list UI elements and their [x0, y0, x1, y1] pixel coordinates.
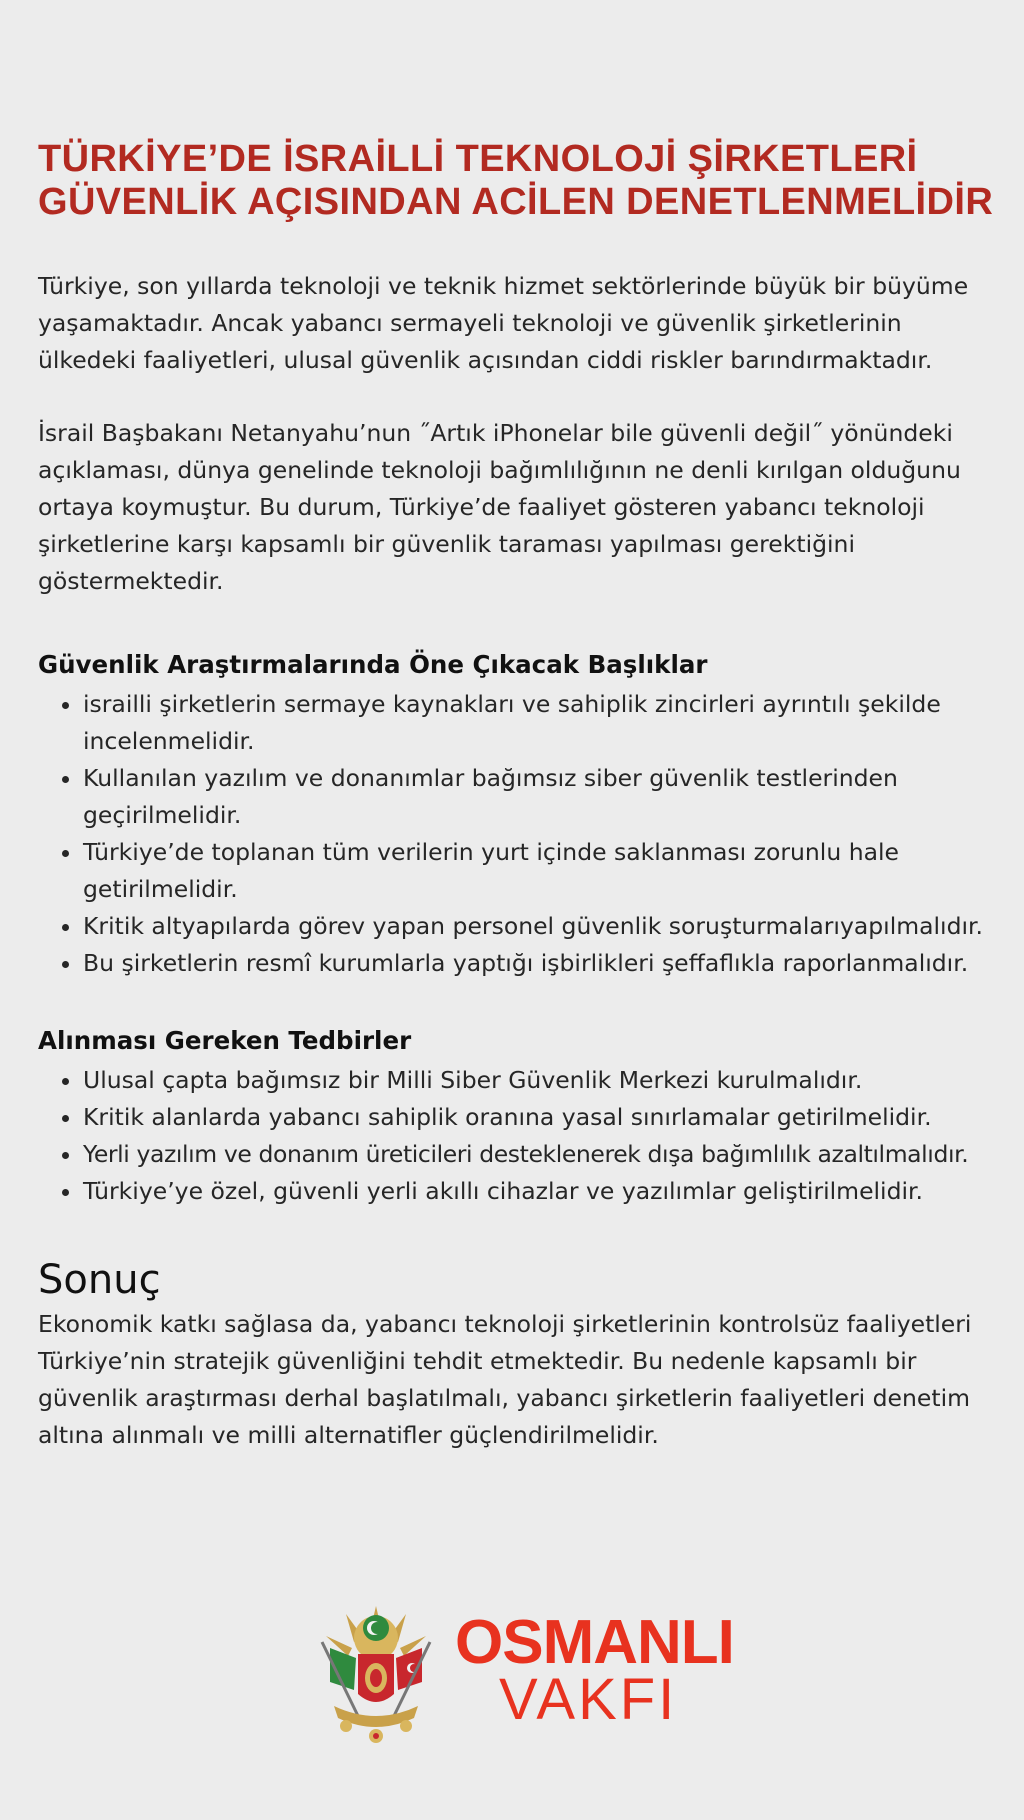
list-item: • Bu şirketlerin resmî kurumlarla yaptığı işbirlikleri şeffaflıkla raporlanmalıdır.: [83, 945, 988, 982]
osmanli-vakfi-logo: [316, 1602, 736, 1752]
list-item: • Ulusal çapta bağımsız bir Milli Siber Güvenlik Merkezi kurulmalıdır.: [83, 1062, 988, 1099]
intro-paragraph-1: Türkiye, son yıllarda teknoloji ve teknik hizmet sektörlerinde büyük bir büyüme yaşamaktadır. Ancak yabancı sermayeli teknoloji ve güvenlik şirketlerinin ülkedeki faaliyetleri, ulusal güvenlik açısından ciddi riskler barındırmaktadır.: [38, 272, 969, 374]
article: [38, 138, 994, 1454]
list-item: • Kullanılan yazılım ve donanımlar bağımsız siber güvenlik testlerinden geçirilmelidir.: [83, 760, 988, 834]
list-item: • israilli şirketlerin sermaye kaynakları ve sahiplik zincirleri ayrıntılı şekilde incelenmelidir.: [83, 686, 988, 760]
list-item: • Türkiye’de toplanan tüm verilerin yurt içinde saklanması zorunlu hale getirilmelidir.: [83, 834, 988, 908]
measures-list: [38, 1062, 988, 1210]
intro-paragraph-2: İsrail Başbakanı Netanyahu’nun ˝Artık iPhonelar bile güvenli değil˝ yönündeki açıklaması, dünya genelinde teknoloji bağımlılığının ne denli kırılgan olduğunu ortaya koymuştur. Bu durum, Türkiye’de faaliyet gösteren yabancı teknoloji şirketlerine karşı kapsamlı bir güvenlik taraması yapılması gerektiğini göstermektedir.: [38, 419, 961, 595]
list-item: • Yerli yazılım ve donanım üreticileri desteklenerek dışa bağımlılık azaltılmalıdır.: [83, 1136, 988, 1173]
list-item: • Kritik altyapılarda görev yapan personel güvenlik soruşturmalarıyapılmalıdır.: [83, 908, 988, 945]
list-item: • Kritik alanlarda yabancı sahiplik oranına yasal sınırlamalar getirilmelidir.: [83, 1099, 988, 1136]
page-title-line-1: TÜRKİYE’DE İSRAİLLİ TEKNOLOJİ ŞİRKETLERİ: [38, 138, 918, 180]
research-heading: Güvenlik Araştırmalarında Öne Çıkacak Başlıklar: [38, 650, 708, 679]
logo-text-osmanli: OSMANLI: [455, 1608, 734, 1677]
logo-text-vakfi: VAKFI: [499, 1667, 678, 1732]
ottoman-coat-of-arms-icon: [316, 1602, 436, 1747]
page-title: [38, 138, 994, 224]
page-title-line-2: GÜVENLİK AÇISINDAN ACİLEN DENETLENMELİDİR: [38, 181, 994, 223]
conclusion-heading: Sonuç: [38, 1257, 161, 1303]
measures-heading: Alınması Gereken Tedbirler: [38, 1026, 412, 1055]
research-list: [38, 686, 988, 982]
conclusion-paragraph: Ekonomik katkı sağlasa da, yabancı teknoloji şirketlerinin kontrolsüz faaliyetleri Türkiye’nin stratejik güvenliğini tehdit etmektedir. Bu nedenle kapsamlı bir güvenlik araştırması derhal başlatılmalı, yabancı şirketlerin faaliyetleri denetim altına alınmalı ve milli alternatifler güçlendirilmelidir.: [38, 1310, 972, 1449]
list-item: • Türkiye’ye özel, güvenli yerli akıllı cihazlar ve yazılımlar geliştirilmelidir.: [83, 1173, 988, 1210]
